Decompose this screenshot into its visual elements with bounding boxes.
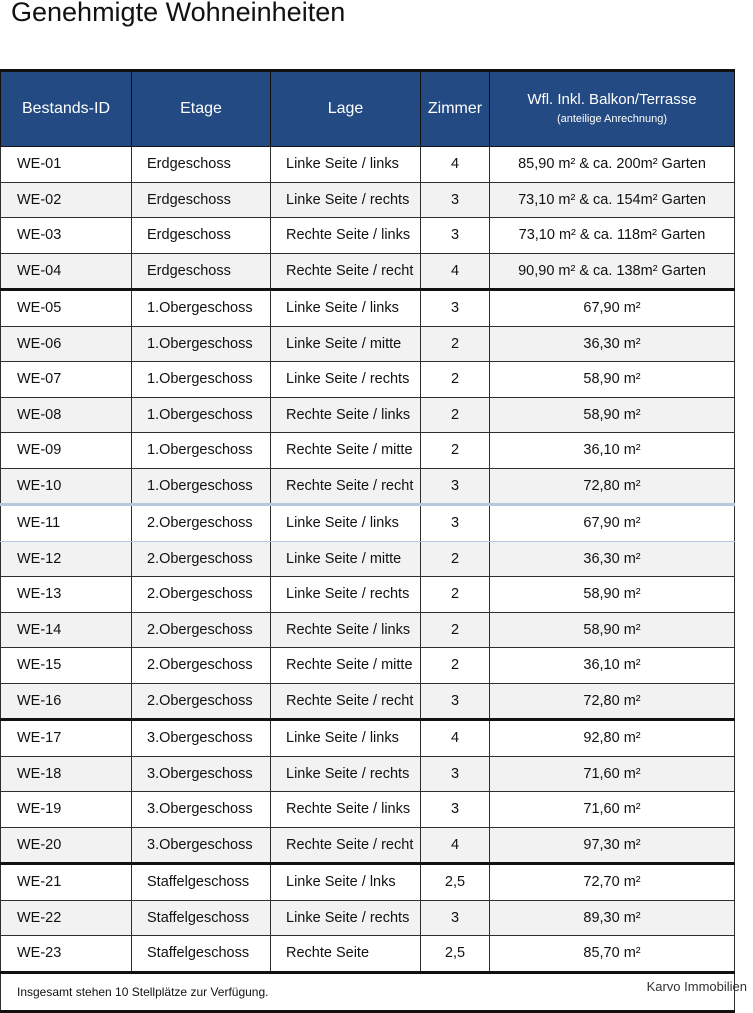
cell-etage: Erdgeschoss: [132, 182, 271, 218]
cell-wohnflaeche: 71,60 m²: [490, 756, 735, 792]
parking-note: Insgesamt stehen 10 Stellplätze zur Verfügung.: [1, 972, 735, 1011]
cell-wohnflaeche: 36,10 m²: [490, 433, 735, 469]
cell-bestands-id: WE-06: [1, 326, 132, 362]
cell-zimmer: 3: [421, 792, 490, 828]
table-header: [1, 71, 735, 147]
cell-zimmer: 4: [421, 827, 490, 864]
table-row: [1, 326, 735, 362]
cell-zimmer: 3: [421, 218, 490, 254]
cell-lage: Linke Seite / rechts: [271, 900, 421, 936]
cell-lage: Linke Seite / rechts: [271, 182, 421, 218]
cell-bestands-id: WE-16: [1, 683, 132, 720]
cell-zimmer: 2: [421, 433, 490, 469]
header-bestands-id: Bestands-ID: [1, 71, 132, 147]
cell-wohnflaeche: 73,10 m² & ca. 154m² Garten: [490, 182, 735, 218]
header-etage: Etage: [132, 71, 271, 147]
cell-zimmer: 4: [421, 720, 490, 757]
cell-bestands-id: WE-21: [1, 864, 132, 901]
cell-lage: Linke Seite / links: [271, 505, 421, 542]
cell-wohnflaeche: 58,90 m²: [490, 397, 735, 433]
cell-etage: 2.Obergeschoss: [132, 505, 271, 542]
cell-lage: Rechte Seite / recht: [271, 683, 421, 720]
cell-etage: 2.Obergeschoss: [132, 648, 271, 684]
header-wohnflaeche: [490, 71, 735, 147]
table-row: [1, 756, 735, 792]
cell-lage: Rechte Seite / mitte: [271, 648, 421, 684]
cell-lage: Linke Seite / mitte: [271, 541, 421, 577]
cell-etage: 2.Obergeschoss: [132, 541, 271, 577]
cell-zimmer: 3: [421, 900, 490, 936]
table-row: [1, 900, 735, 936]
table-row: [1, 397, 735, 433]
units-table: [0, 69, 735, 1013]
cell-lage: Linke Seite / rechts: [271, 756, 421, 792]
table-row: [1, 612, 735, 648]
cell-bestands-id: WE-15: [1, 648, 132, 684]
watermark: Karvo Immobilien: [646, 979, 747, 994]
cell-etage: 2.Obergeschoss: [132, 612, 271, 648]
table-row: [1, 253, 735, 290]
cell-etage: 1.Obergeschoss: [132, 468, 271, 505]
cell-etage: Erdgeschoss: [132, 218, 271, 254]
table-row: [1, 182, 735, 218]
header-row: [1, 71, 735, 147]
cell-zimmer: 3: [421, 182, 490, 218]
table-row: [1, 827, 735, 864]
table-row: [1, 864, 735, 901]
cell-zimmer: 4: [421, 147, 490, 183]
table-row: [1, 936, 735, 973]
cell-bestands-id: WE-03: [1, 218, 132, 254]
cell-bestands-id: WE-08: [1, 397, 132, 433]
cell-wohnflaeche: 58,90 m²: [490, 577, 735, 613]
cell-bestands-id: WE-09: [1, 433, 132, 469]
cell-wohnflaeche: 67,90 m²: [490, 290, 735, 327]
cell-lage: Rechte Seite / mitte: [271, 433, 421, 469]
cell-lage: Rechte Seite / links: [271, 612, 421, 648]
table-body: [1, 147, 735, 973]
cell-wohnflaeche: 85,70 m²: [490, 936, 735, 973]
cell-zimmer: 3: [421, 505, 490, 542]
header-wohnflaeche-main: Wfl. Inkl. Balkon/Terrasse: [527, 91, 697, 108]
cell-wohnflaeche: 89,30 m²: [490, 900, 735, 936]
cell-zimmer: 2: [421, 577, 490, 613]
cell-bestands-id: WE-04: [1, 253, 132, 290]
cell-etage: 3.Obergeschoss: [132, 827, 271, 864]
cell-etage: Staffelgeschoss: [132, 864, 271, 901]
cell-lage: Linke Seite / links: [271, 147, 421, 183]
table-row: [1, 290, 735, 327]
cell-etage: 1.Obergeschoss: [132, 433, 271, 469]
cell-zimmer: 3: [421, 683, 490, 720]
table-footer: [1, 972, 735, 1011]
cell-bestands-id: WE-22: [1, 900, 132, 936]
cell-etage: 3.Obergeschoss: [132, 720, 271, 757]
cell-etage: Staffelgeschoss: [132, 900, 271, 936]
cell-lage: Rechte Seite / links: [271, 397, 421, 433]
table-row: [1, 683, 735, 720]
cell-etage: 1.Obergeschoss: [132, 397, 271, 433]
cell-lage: Linke Seite / links: [271, 290, 421, 327]
cell-zimmer: 2: [421, 648, 490, 684]
cell-wohnflaeche: 58,90 m²: [490, 612, 735, 648]
cell-etage: Erdgeschoss: [132, 253, 271, 290]
cell-lage: Linke Seite / lnks: [271, 864, 421, 901]
cell-wohnflaeche: 85,90 m² & ca. 200m² Garten: [490, 147, 735, 183]
cell-zimmer: 3: [421, 290, 490, 327]
cell-wohnflaeche: 72,80 m²: [490, 468, 735, 505]
cell-zimmer: 2: [421, 541, 490, 577]
cell-bestands-id: WE-23: [1, 936, 132, 973]
cell-lage: Rechte Seite: [271, 936, 421, 973]
cell-lage: Linke Seite / rechts: [271, 362, 421, 398]
cell-lage: Rechte Seite / recht: [271, 827, 421, 864]
header-lage: Lage: [271, 71, 421, 147]
cell-wohnflaeche: 72,80 m²: [490, 683, 735, 720]
cell-etage: 2.Obergeschoss: [132, 577, 271, 613]
cell-bestands-id: WE-11: [1, 505, 132, 542]
cell-bestands-id: WE-14: [1, 612, 132, 648]
cell-wohnflaeche: 92,80 m²: [490, 720, 735, 757]
header-zimmer: Zimmer: [421, 71, 490, 147]
cell-bestands-id: WE-01: [1, 147, 132, 183]
footer-row: [1, 972, 735, 1011]
cell-zimmer: 4: [421, 253, 490, 290]
cell-wohnflaeche: 97,30 m²: [490, 827, 735, 864]
cell-etage: 1.Obergeschoss: [132, 290, 271, 327]
cell-bestands-id: WE-13: [1, 577, 132, 613]
cell-lage: Linke Seite / rechts: [271, 577, 421, 613]
cell-bestands-id: WE-05: [1, 290, 132, 327]
header-wohnflaeche-sub: (anteilige Anrechnung): [556, 113, 668, 125]
cell-etage: Erdgeschoss: [132, 147, 271, 183]
cell-lage: Rechte Seite / recht: [271, 468, 421, 505]
cell-wohnflaeche: 67,90 m²: [490, 505, 735, 542]
cell-zimmer: 2: [421, 397, 490, 433]
cell-bestands-id: WE-20: [1, 827, 132, 864]
cell-bestands-id: WE-12: [1, 541, 132, 577]
page-title: Genehmigte Wohneinheiten: [11, 0, 346, 27]
cell-wohnflaeche: 36,10 m²: [490, 648, 735, 684]
table-row: [1, 541, 735, 577]
cell-etage: 1.Obergeschoss: [132, 362, 271, 398]
cell-wohnflaeche: 71,60 m²: [490, 792, 735, 828]
cell-wohnflaeche: 36,30 m²: [490, 541, 735, 577]
cell-zimmer: 3: [421, 756, 490, 792]
cell-zimmer: 2: [421, 612, 490, 648]
cell-bestands-id: WE-19: [1, 792, 132, 828]
table-row: [1, 720, 735, 757]
table-row: [1, 792, 735, 828]
cell-lage: Rechte Seite / recht: [271, 253, 421, 290]
cell-bestands-id: WE-07: [1, 362, 132, 398]
cell-lage: Linke Seite / mitte: [271, 326, 421, 362]
cell-wohnflaeche: 90,90 m² & ca. 138m² Garten: [490, 253, 735, 290]
cell-etage: 1.Obergeschoss: [132, 326, 271, 362]
cell-wohnflaeche: 73,10 m² & ca. 118m² Garten: [490, 218, 735, 254]
cell-lage: Rechte Seite / links: [271, 792, 421, 828]
table-row: [1, 433, 735, 469]
cell-wohnflaeche: 72,70 m²: [490, 864, 735, 901]
cell-wohnflaeche: 36,30 m²: [490, 326, 735, 362]
table-row: [1, 505, 735, 542]
cell-zimmer: 3: [421, 468, 490, 505]
cell-etage: Staffelgeschoss: [132, 936, 271, 973]
cell-zimmer: 2,5: [421, 936, 490, 973]
cell-etage: 3.Obergeschoss: [132, 792, 271, 828]
cell-etage: 2.Obergeschoss: [132, 683, 271, 720]
cell-wohnflaeche: 58,90 m²: [490, 362, 735, 398]
table-row: [1, 468, 735, 505]
cell-lage: Linke Seite / links: [271, 720, 421, 757]
cell-zimmer: 2: [421, 362, 490, 398]
cell-zimmer: 2,5: [421, 864, 490, 901]
cell-bestands-id: WE-10: [1, 468, 132, 505]
cell-etage: 3.Obergeschoss: [132, 756, 271, 792]
cell-lage: Rechte Seite / links: [271, 218, 421, 254]
table-row: [1, 648, 735, 684]
cell-bestands-id: WE-18: [1, 756, 132, 792]
cell-zimmer: 2: [421, 326, 490, 362]
table-row: [1, 577, 735, 613]
table-row: [1, 218, 735, 254]
cell-bestands-id: WE-17: [1, 720, 132, 757]
table-row: [1, 147, 735, 183]
cell-bestands-id: WE-02: [1, 182, 132, 218]
table-row: [1, 362, 735, 398]
